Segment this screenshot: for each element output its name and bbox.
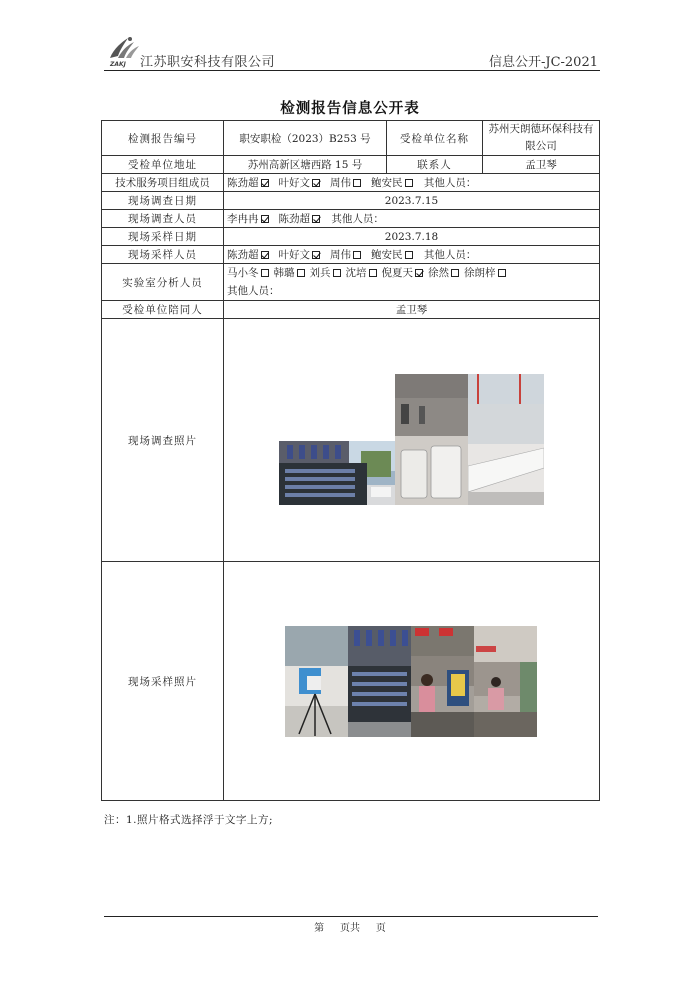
lab-member [227, 267, 271, 279]
samplers-member-name: 周伟 [330, 249, 351, 261]
checkbox-icon[interactable] [312, 251, 320, 259]
team-label: 技术服务项目组成员 [102, 174, 224, 192]
page-suffix: 页 [375, 923, 386, 934]
address-label: 受检单位地址 [102, 156, 224, 174]
page-prefix: 第 [314, 923, 325, 934]
company-name: 江苏职安科技有限公司 [140, 55, 276, 70]
samplers [224, 246, 600, 264]
page-header [104, 34, 598, 70]
samplers-member [279, 249, 323, 261]
surveyors-member [279, 213, 323, 225]
lab-member [464, 267, 508, 279]
surveyors-member [227, 213, 271, 225]
checkbox-icon[interactable] [405, 179, 413, 187]
survey-photos-cell [224, 319, 600, 562]
unit-name-value: 苏州天朗德环保科技有限公司 [483, 121, 600, 156]
surveyors-label: 现场调查人员 [102, 210, 224, 228]
survey-photo-workshop-bags [395, 374, 469, 505]
disclosure-table [101, 120, 600, 801]
team-member [227, 177, 271, 189]
samplers-member [227, 249, 271, 261]
survey-photos-label: 现场调查照片 [102, 319, 224, 562]
team-others-label: 其他人员： [423, 177, 477, 189]
checkbox-icon[interactable] [405, 251, 413, 259]
lab-member-name: 韩璐 [273, 267, 295, 279]
team-checklist [227, 177, 415, 189]
checkbox-icon[interactable] [333, 269, 341, 277]
survey-date-label: 现场调查日期 [102, 192, 224, 210]
page-title: 检测报告信息公开表 [280, 100, 420, 117]
samplers-member-name: 鲍安民 [371, 249, 403, 261]
team-member [371, 177, 415, 189]
survey-photo-building [279, 441, 396, 505]
team-member-name: 鲍安民 [371, 177, 403, 189]
lab-member [310, 267, 343, 279]
sampler-checklist [227, 249, 415, 261]
sampling-photo-building [348, 626, 411, 737]
svg-text:ZAKJ: ZAKJ [110, 61, 126, 68]
sampling-date-value: 2023.7.18 [224, 228, 600, 246]
survey-photo-workshop-tables [468, 374, 544, 505]
checkbox-icon[interactable] [297, 269, 305, 277]
surveyors-others-label: 其他人员： [331, 213, 384, 225]
team-members [224, 174, 600, 192]
samplers-member [371, 249, 415, 261]
samplers-member-name: 叶好文 [278, 249, 310, 261]
sampling-photos-cell [224, 562, 600, 801]
checkbox-icon[interactable] [312, 215, 320, 223]
contact-value: 孟卫琴 [483, 156, 600, 174]
sampling-photo-workshop [474, 626, 537, 737]
contact-label: 联系人 [387, 156, 483, 174]
samplers-member [330, 249, 363, 261]
survey-date-value: 2023.7.15 [224, 192, 600, 210]
checkbox-icon[interactable] [415, 269, 423, 277]
lab-member [346, 267, 379, 279]
checkbox-icon[interactable] [261, 215, 269, 223]
sampling-photo-worker [411, 626, 474, 737]
samplers-member-name: 陈劲超 [227, 249, 259, 261]
team-member-name: 周伟 [330, 177, 351, 189]
checkbox-icon[interactable] [353, 179, 361, 187]
checkbox-icon[interactable] [353, 251, 361, 259]
escort-value: 孟卫琴 [224, 301, 600, 319]
surveyors-member-name: 李冉冉 [227, 213, 259, 225]
lab-member [428, 267, 461, 279]
surveyors-member-name: 陈劲超 [278, 213, 310, 225]
checkbox-icon[interactable] [261, 179, 269, 187]
address-value: 苏州高新区塘西路 15 号 [224, 156, 387, 174]
lab-member [274, 267, 307, 279]
checkbox-icon[interactable] [261, 269, 269, 277]
lab-member-name: 马小冬 [227, 267, 259, 279]
surveyor-checklist [227, 213, 322, 225]
team-member-name: 叶好文 [278, 177, 310, 189]
sampling-photos-label: 现场采样照片 [102, 562, 224, 801]
lab-member-name: 沈培 [345, 267, 367, 279]
company-logo [104, 34, 144, 68]
unit-name-label: 受检单位名称 [387, 121, 483, 156]
samplers-others-label: 其他人员： [423, 249, 477, 261]
checkbox-icon[interactable] [451, 269, 459, 277]
team-member-name: 陈劲超 [227, 177, 259, 189]
lab-member-name: 倪夏天 [381, 267, 413, 279]
checkbox-icon[interactable] [312, 179, 320, 187]
samplers-label: 现场采样人员 [102, 246, 224, 264]
lab-label: 实验室分析人员 [102, 264, 224, 301]
document-code: 信息公开-JC-2021 [488, 55, 598, 70]
team-member [279, 177, 323, 189]
footnote: 注：1.照片格式选择浮于文字上方; [104, 814, 274, 826]
checkbox-icon[interactable] [261, 251, 269, 259]
report-no-label: 检测报告编号 [102, 121, 224, 156]
sampling-photo-tripod [285, 626, 348, 737]
surveyors [224, 210, 600, 228]
lab-member-name: 徐然 [428, 267, 449, 279]
page-counter [0, 919, 700, 934]
checkbox-icon[interactable] [369, 269, 377, 277]
team-member [330, 177, 363, 189]
lab-checklist [227, 267, 508, 279]
lab-member [382, 267, 426, 279]
lab-analysts [224, 264, 600, 301]
lab-member-name: 徐朗梓 [464, 267, 496, 279]
sampling-date-label: 现场采样日期 [102, 228, 224, 246]
lab-others-label: 其他人员： [227, 285, 280, 297]
footer-divider [104, 916, 598, 917]
lab-member-name: 刘兵 [309, 267, 331, 279]
report-no-value: 职安职检（2023）B253 号 [224, 121, 387, 156]
header-divider [104, 70, 600, 71]
page-middle: 页共 [340, 923, 360, 934]
escort-label: 受检单位陪同人 [102, 301, 224, 319]
checkbox-icon[interactable] [498, 269, 506, 277]
